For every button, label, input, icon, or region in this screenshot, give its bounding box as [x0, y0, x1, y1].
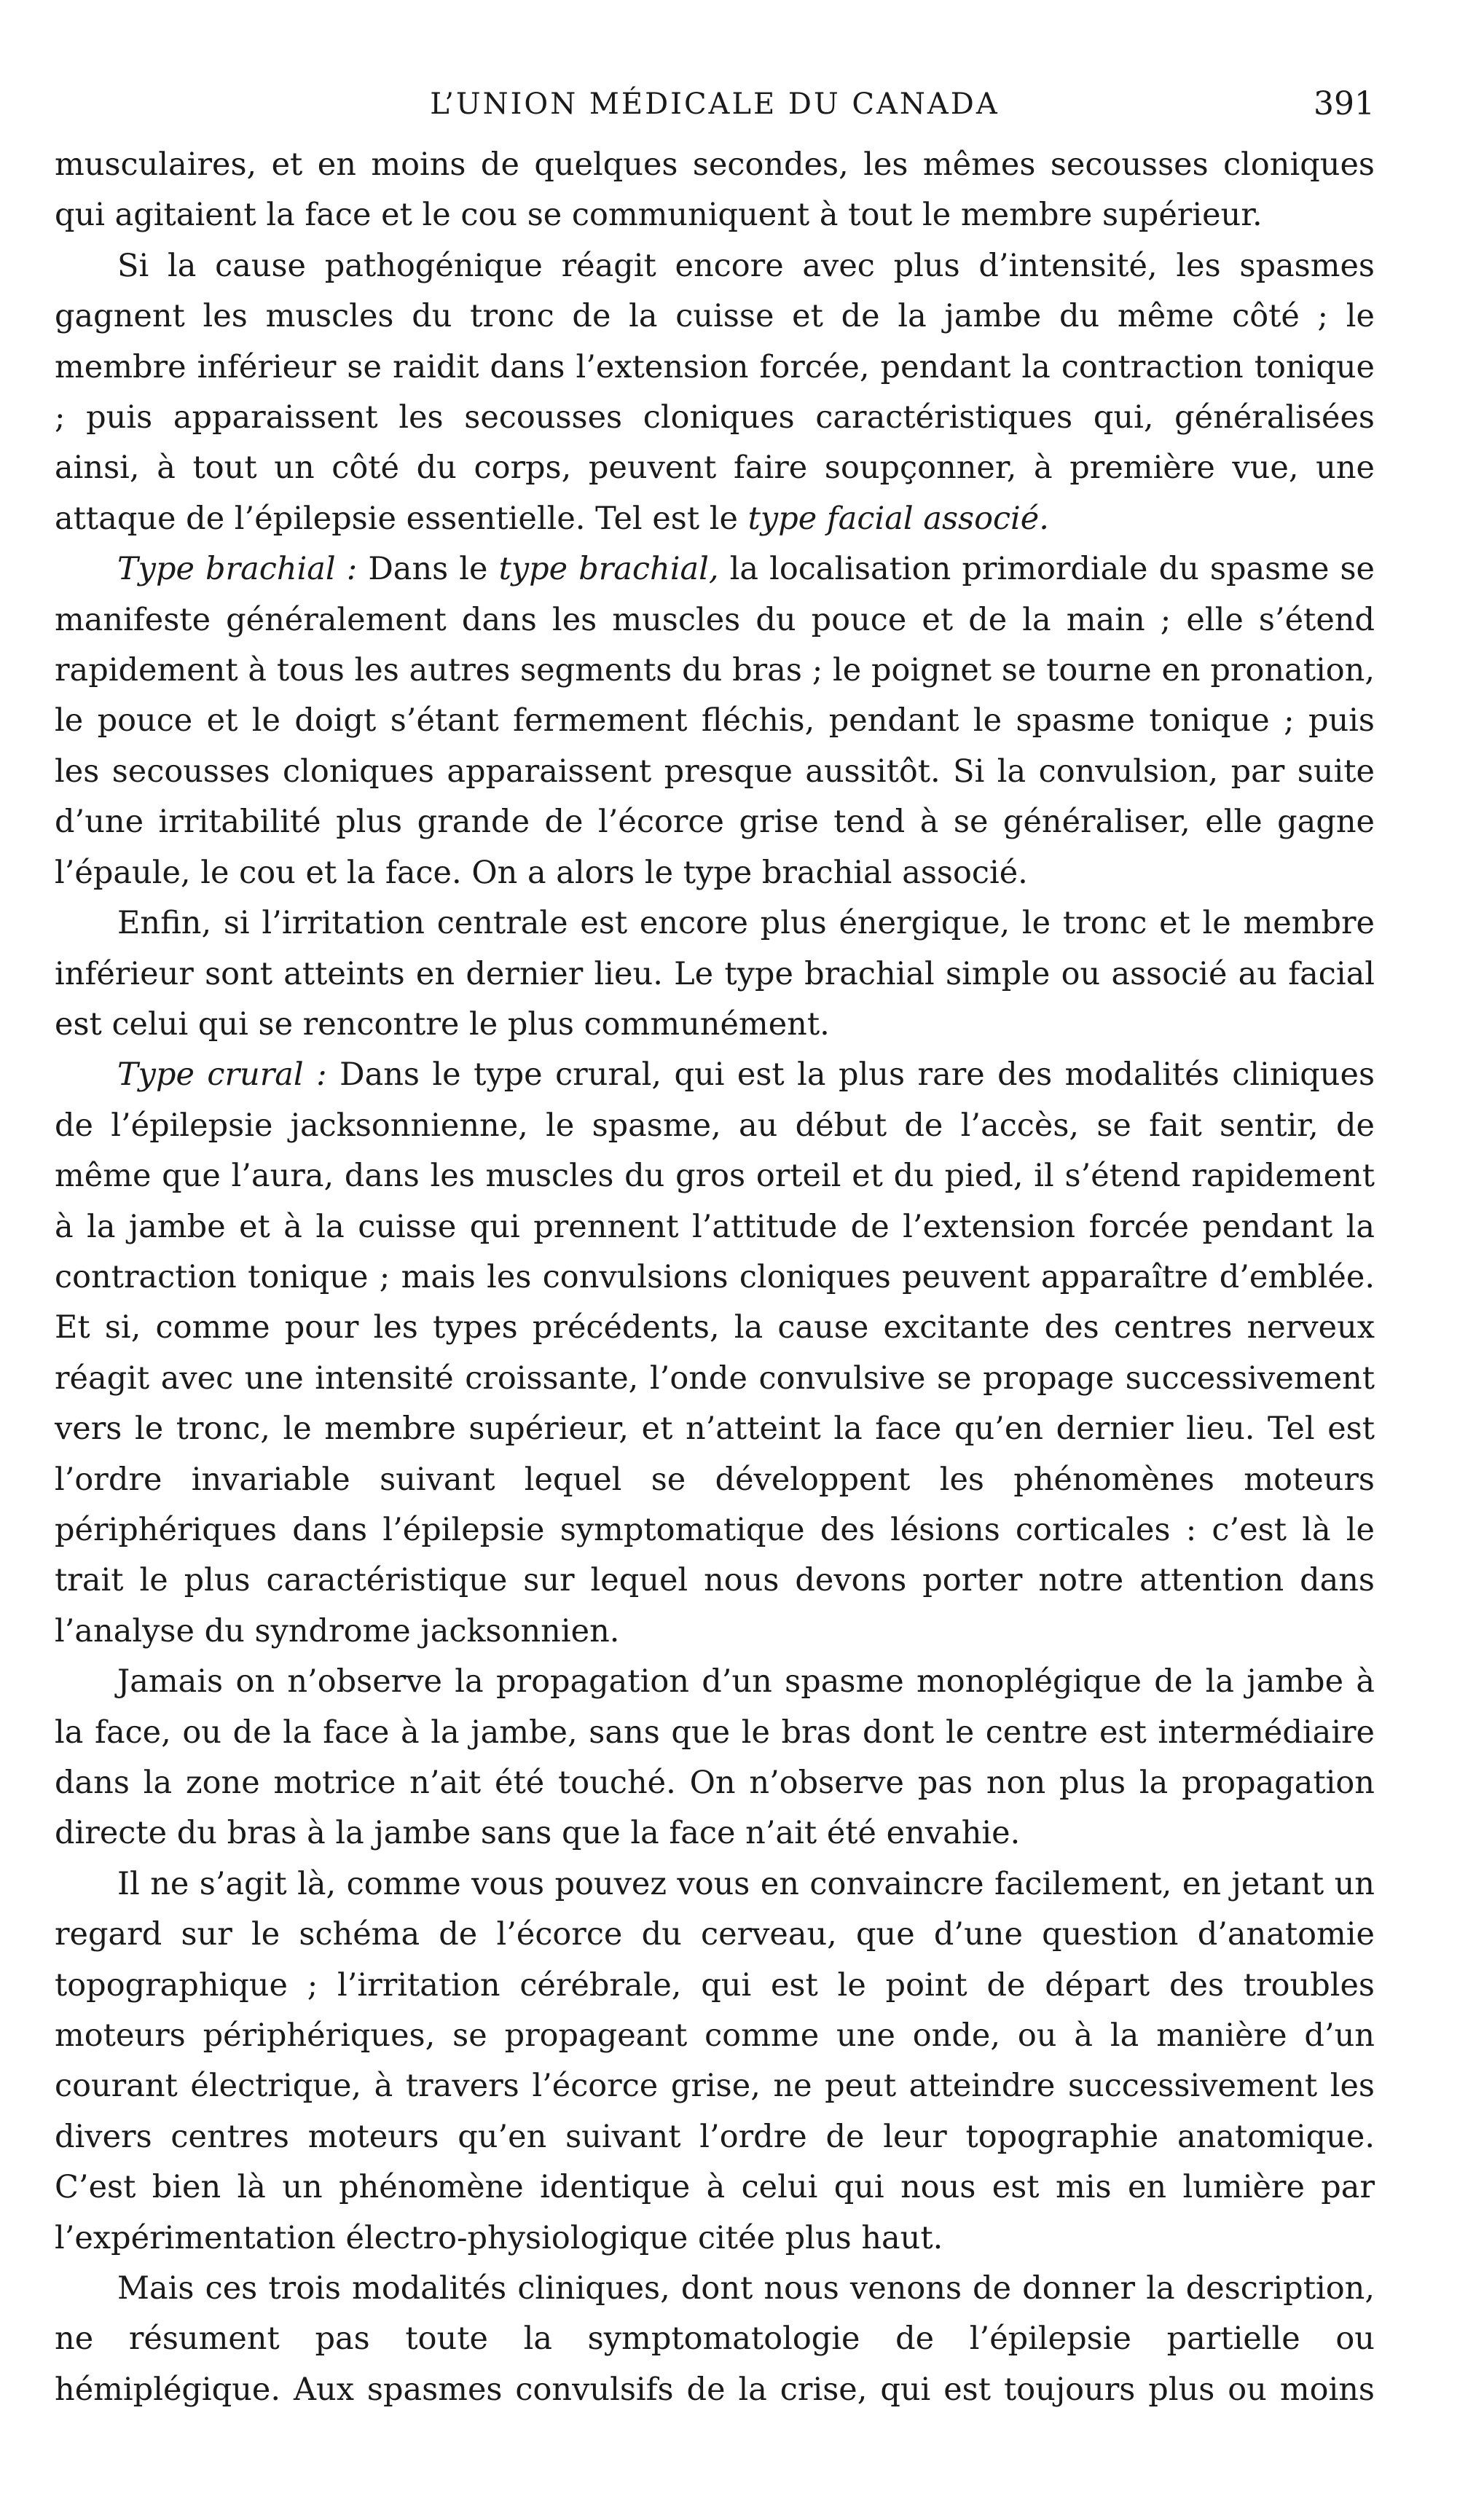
- paragraph-6: [55, 1657, 1375, 1859]
- paragraph-3: [55, 544, 1375, 898]
- paragraph-6-text: Jamais on n’observe la propagation d’un spasme monoplégique de la jambe à la face, ou de la face à la jambe, sans que le bras dont le centre est intermédiaire dans la zone motrice n’ait été touché. On n’observe pas non plus la propagation directe du bras à la jambe sans que la face n’ait été envahie.: [55, 1663, 1375, 1852]
- paragraph-2-text: Si la cause pathogénique réagit encore avec plus d’intensité, les spasmes gagnent les muscles du tronc de la cuisse et de la jambe du même côté ; le membre inférieur se raidit dans l’extension forcée, pendant la contraction tonique ; puis apparaissent les secousses cloniques caractéristiques qui, généralisées ainsi, à tout un côté du corps, peuvent faire soupçonner, à première vue, une attaque de l’épilepsie essentielle. Tel est le: [55, 247, 1375, 537]
- running-head: L’UNION MÉDICALE DU CANADA: [430, 87, 1000, 121]
- paragraph-4-text: Enfin, si l’irritation centrale est encore plus énergique, le tronc et le membre inférieur sont atteints en dernier lieu. Le type brachial simple ou associé au facial est celui qui se rencontre le plus communément.: [55, 905, 1375, 1043]
- paragraph-7-text: Il ne s’agit là, comme vous pouvez vous en convaincre facilement, en jetant un regard sur le schéma de l’écorce du cerveau, que d’une question d’anatomie topographique ; l’irritation cérébrale, qui est le point de départ des troubles moteurs périphériques, se propageant comme une onde, ou à la manière d’un courant électrique, à travers l’écorce grise, ne peut atteindre successivement les divers centres moteurs qu’en suivant l’ordre de leur topographie anatomique. C’est bien là un phénomène identique à celui qui nous est mis en lumière par l’expérimentation électro-physiologique citée plus haut.: [55, 1865, 1375, 2256]
- paragraph-1-text: musculaires, et en moins de quelques secondes, les mêmes secousses cloniques qui agitaient la face et le cou se communiquent à tout le membre supérieur.: [55, 146, 1375, 234]
- paragraph-1: [55, 140, 1375, 241]
- paragraph-2-emphasis: type facial associé.: [747, 500, 1049, 537]
- paragraph-8: [55, 2264, 1375, 2415]
- paragraph-3-text-b: la localisation primordiale du spasme se manifeste généralement dans les muscles du pouce et de la main ; elle s’étend rapidement à tous les autres segments du bras ; le poignet se tourne en pronation, le pouce et le doigt s’étant fermement fléchis, pendant le spasme tonique ; puis les secousses cloniques apparaissent presque aussitôt. Si la convulsion, par suite d’une irritabilité plus grande de l’écorce grise tend à se généraliser, elle gagne l’épaule, le cou et la face. On a alors le type brachial associé.: [55, 551, 1375, 891]
- paragraph-7: [55, 1859, 1375, 2264]
- body-text: [55, 140, 1375, 2415]
- page-header: [55, 79, 1375, 130]
- paragraph-5: [55, 1050, 1375, 1657]
- paragraph-5-text: Dans le type crural, qui est la plus rare des modalités cliniques de l’épilepsie jacksonnienne, le spasme, au début de l’accès, se fait sentir, de même que l’aura, dans les muscles du gros orteil et du pied, il s’étend rapidement à la jambe et à la cuisse qui prennent l’attitude de l’extension forcée pendant la contraction tonique ; mais les convulsions cloniques peuvent apparaître d’emblée. Et si, comme pour les types précédents, la cause excitante des centres nerveux réagit avec une intensité croissante, l’onde convulsive se propage successivement vers le tronc, le membre supérieur, et n’atteint la face qu’en dernier lieu. Tel est l’ordre invariable suivant lequel se développent les phénomènes moteurs périphériques dans l’épilepsie symptomatique des lésions corticales : c’est là le trait le plus caractéristique sur lequel nous devons porter notre attention dans l’analyse du syndrome jacksonnien.: [55, 1056, 1375, 1649]
- paragraph-8-text: Mais ces trois modalités cliniques, dont nous venons de donner la description, ne résument pas toute la symptomatologie de l’épilepsie partielle ou hémiplégique. Aux spasmes convulsifs de la crise, qui est toujours plus ou moins: [55, 2270, 1375, 2408]
- paragraph-3-text-a: Dans le: [368, 551, 488, 588]
- paragraph-2: [55, 241, 1375, 544]
- page-number: 391: [1314, 85, 1375, 122]
- paragraph-3-lead: Type brachial :: [117, 551, 358, 588]
- paragraph-3-emphasis: type brachial,: [498, 551, 719, 588]
- paragraph-5-lead: Type crural :: [117, 1056, 327, 1094]
- paragraph-4: [55, 898, 1375, 1050]
